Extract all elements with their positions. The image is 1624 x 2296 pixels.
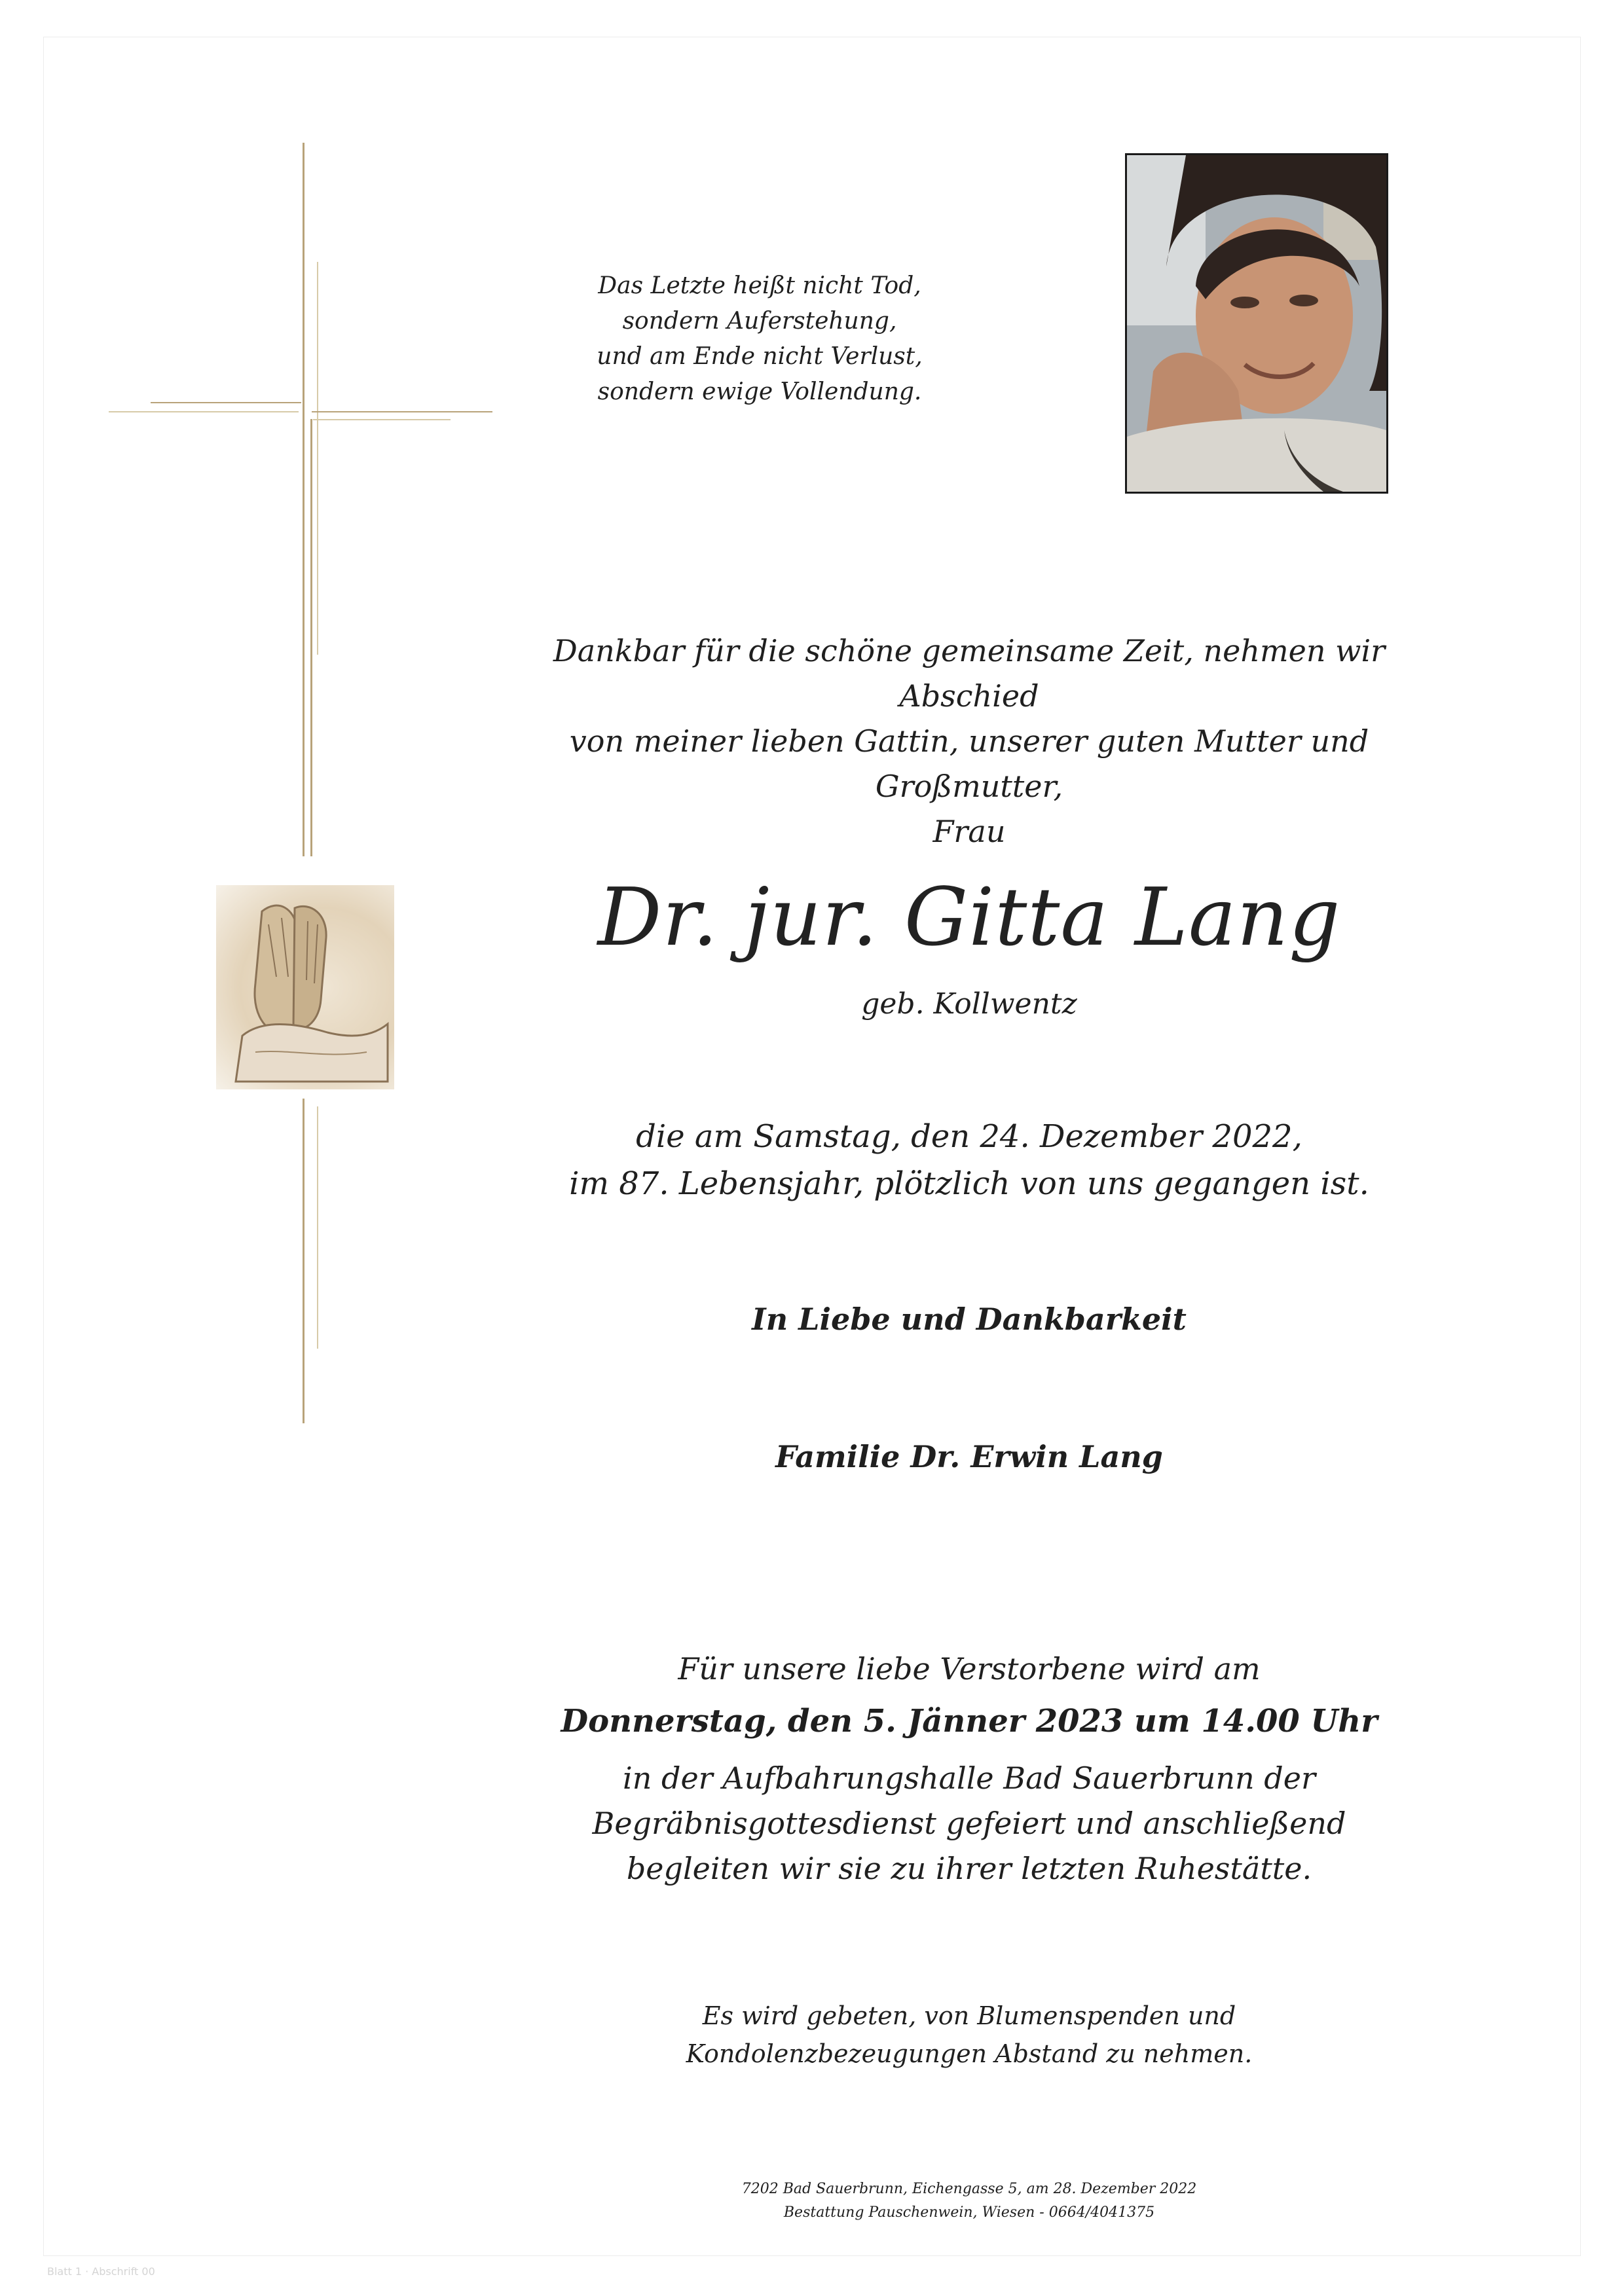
service-datetime: Donnerstag, den 5. Jänner 2023 um 14.00 Uhr — [561, 1703, 1378, 1740]
scan-stamp: Blatt 1 · Abschrift 00 — [47, 2265, 155, 2278]
intro-line: Frau — [932, 814, 1006, 849]
intro-line: von meiner lieben Gattin, unserer guten Mutter und Großmutter, — [569, 723, 1369, 804]
birth-name: geb. Kollwentz — [861, 987, 1077, 1021]
motto-line: sondern ewige Vollendung. — [597, 378, 922, 405]
death-notice — [498, 1113, 1441, 1207]
intro-text — [498, 629, 1441, 854]
note-line: Kondolenzbezeugungen Abstand zu nehmen. — [686, 2039, 1253, 2068]
service-details — [498, 1756, 1441, 1891]
footer-line: Bestattung Pauschenwein, Wiesen - 0664/4041375 — [783, 2204, 1155, 2221]
closing-line: In Liebe und Dankbarkeit — [752, 1302, 1187, 1337]
praying-hands-icon — [216, 885, 394, 1089]
service-line: in der Aufbahrungshalle Bad Sauerbrunn der — [623, 1760, 1316, 1796]
portrait-photo — [1125, 153, 1388, 494]
service-intro: Für unsere liebe Verstorbene wird am — [678, 1651, 1261, 1686]
motto-line: Das Letzte heißt nicht Tod, — [598, 272, 921, 299]
deceased-name: Dr. jur. Gitta Lang — [597, 871, 1341, 964]
family-signature: Familie Dr. Erwin Lang — [775, 1439, 1163, 1474]
intro-line: Dankbar für die schöne gemeinsame Zeit, nehmen wir Abschied — [553, 633, 1386, 714]
death-line: im 87. Lebensjahr, plötzlich von uns gegangen ist. — [569, 1165, 1369, 1202]
footer-line: 7202 Bad Sauerbrunn, Eichengasse 5, am 28. Dezember 2022 — [741, 2181, 1197, 2197]
motto — [563, 268, 956, 410]
motto-line: und am Ende nicht Verlust, — [597, 343, 923, 370]
donation-note — [629, 1997, 1310, 2073]
note-line: Es wird gebeten, von Blumenspenden und — [702, 2001, 1236, 2030]
death-line: die am Samstag, den 24. Dezember 2022, — [636, 1118, 1302, 1155]
service-line: begleiten wir sie zu ihrer letzten Ruhestätte. — [626, 1851, 1312, 1886]
motto-line: sondern Auferstehung, — [622, 308, 897, 335]
service-line: Begräbnisgottesdienst gefeiert und anschließend — [592, 1806, 1346, 1841]
footer — [694, 2178, 1244, 2225]
